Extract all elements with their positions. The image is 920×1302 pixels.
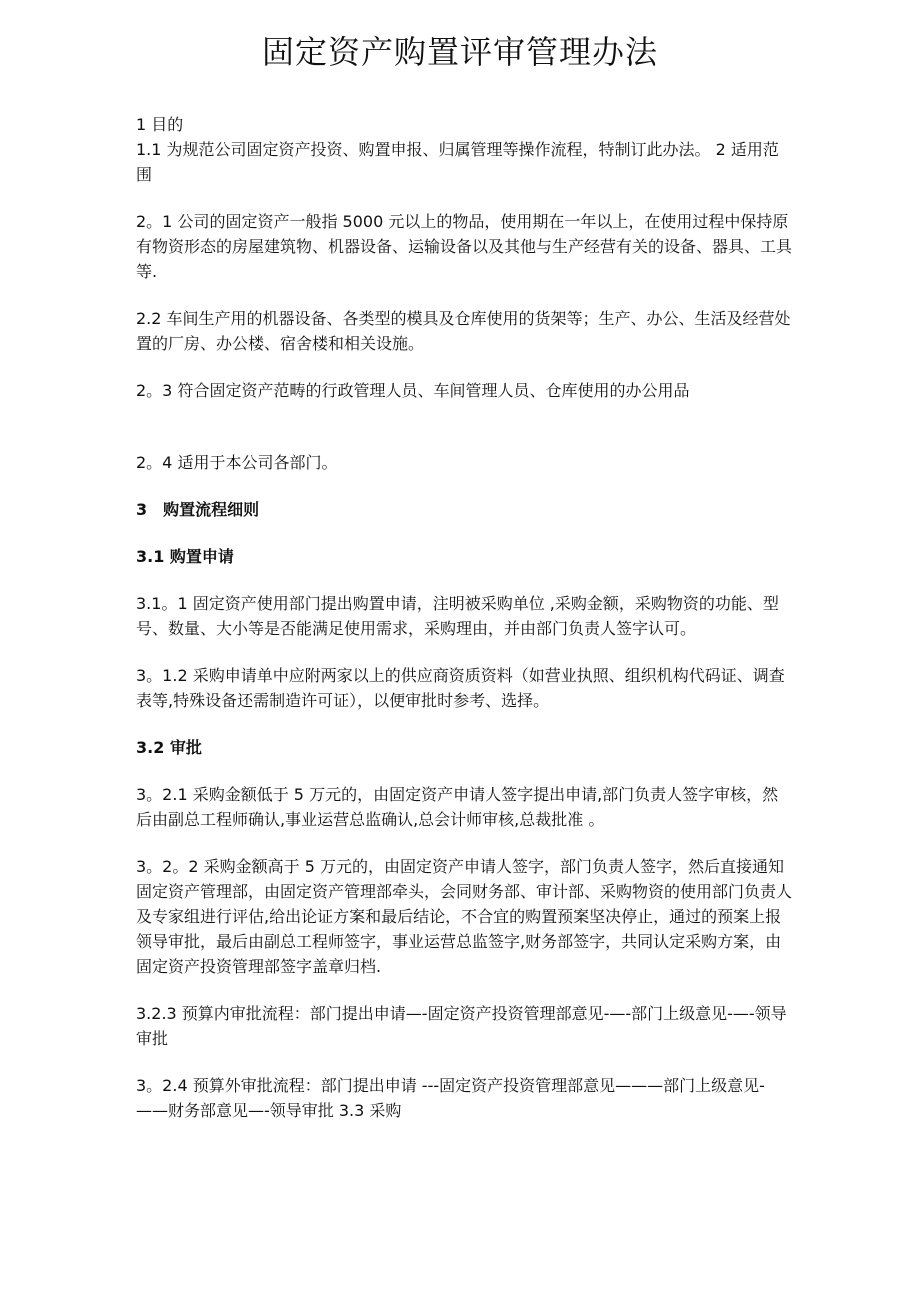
- paragraph-2-3: 2。3 符合固定资产范畴的行政管理人员、车间管理人员、仓库使用的办公用品: [136, 381, 690, 400]
- section-heading-approval: 3.2 审批: [136, 738, 202, 757]
- paragraph-3-1-1: 3.1。1 固定资产使用部门提出购置申请，注明被采购单位 ,采购金额，采购物资的功能、型号、数量、大小等是否能满足使用需求，采购理由，并由部门负责人签字认可。: [136, 594, 779, 638]
- document-body: [136, 112, 792, 1123]
- document-title: 固定资产购置评审管理办法: [261, 33, 658, 71]
- paragraph-3-2-1: 3。2.1 采购金额低于 5 万元的，由固定资产申请人签字提出申请,部门负责人签字审核，然后由副总工程师确认,事业运营总监确认,总会计师审核,总裁批准 。: [136, 785, 779, 829]
- paragraph-2-1: 2。1 公司的固定资产一般指 5000 元以上的物品，使用期在一年以上，在使用过程中保持原有物资形态的房屋建筑物、机器设备、运输设备以及其他与生产经营有关的设备、器具、工具等.: [136, 212, 793, 281]
- paragraph-3-1-2: 3。1.2 采购申请单中应附两家以上的供应商资质资料（如营业执照、组织机构代码证、调查表等,特殊设备还需制造许可证），以便审批时参考、选择。: [136, 666, 785, 710]
- paragraph-3-2-4: 3。2.4 预算外审批流程：部门提出申请 ---固定资产投资管理部意见———部门上级意见-——财务部意见—-领导审批 3.3 采购: [136, 1076, 765, 1120]
- paragraph-3-2-3: 3.2.3 预算内审批流程：部门提出申请—-固定资产投资管理部意见-—-部门上级意见-—-领导审批: [136, 1004, 787, 1048]
- paragraph-2-2: 2.2 车间生产用的机器设备、各类型的模具及仓库使用的货架等；生产、办公、生活及经营处置的厂房、办公楼、宿舍楼和相关设施。: [136, 309, 791, 353]
- paragraph-2-4: 2。4 适用于本公司各部门。: [136, 453, 338, 472]
- section-heading-purchase-application: 3.1 购置申请: [136, 547, 234, 566]
- paragraph-3-2-2: 3。2。2 采购金额高于 5 万元的，由固定资产申请人签字，部门负责人签字，然后直接通知固定资产管理部，由固定资产管理部牵头，会同财务部、审计部、采购物资的使用部门负责人及专家组进行评估,给出论证方案和最后结论，不合宜的购置预案坚决停止，通过的预案上报领导审批，最后由副总工程师签字，事业运营总监签字,财务部签字，共同认定采购方案，由固定资产投资管理部签字盖章归档.: [136, 857, 793, 976]
- paragraph-1-1: 1.1 为规范公司固定资产投资、购置申报、归属管理等操作流程，特制订此办法。 2 适用范围: [136, 140, 779, 184]
- section-heading-purpose: 1 目的: [136, 115, 184, 134]
- section-heading-procurement-rules: 3 购置流程细则: [136, 500, 260, 519]
